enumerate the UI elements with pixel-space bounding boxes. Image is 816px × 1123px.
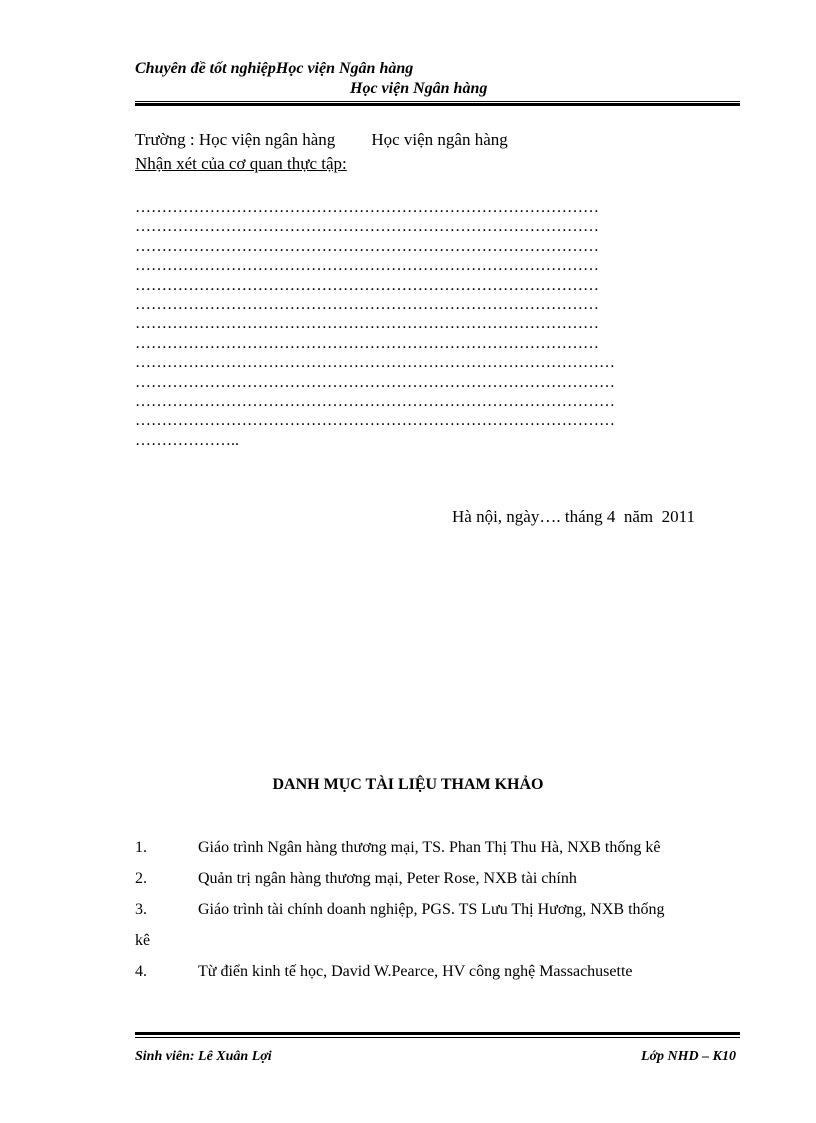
footer-student: Sinh viên: Lê Xuân Lợi xyxy=(135,1049,272,1064)
references-title: DANH MỤC TÀI LIỆU THAM KHẢO xyxy=(272,776,544,793)
school-name: Học viện ngân hàng xyxy=(371,130,508,149)
dotted-line: …………………………………………………………………………… xyxy=(135,237,599,255)
reference-number: 2. xyxy=(135,870,147,887)
reference-number: 3. xyxy=(135,901,147,918)
school-label: Trường : Học viện ngân hàng xyxy=(135,130,336,149)
footer-rule-thin xyxy=(135,1037,740,1038)
dotted-line: ……………….. xyxy=(135,431,239,449)
footer-rule-thick xyxy=(135,1032,740,1035)
dotted-line: …………………………………………………………………………… xyxy=(135,296,599,314)
date-line: Hà nội, ngày…. tháng 4 năm 2011 xyxy=(452,507,695,526)
school-line xyxy=(135,130,508,150)
reference-text: Từ điển kinh tế học, David W.Pearce, HV công nghệ Massachusette xyxy=(198,963,633,980)
dotted-line: ……………………………………………………………………………… xyxy=(135,393,615,411)
dotted-line: …………………………………………………………………………… xyxy=(135,315,599,333)
reference-number: 1. xyxy=(135,839,147,856)
dotted-line: ……………………………………………………………………………… xyxy=(135,373,615,391)
running-header-subtitle: Học viện Ngân hàng xyxy=(350,80,488,97)
dotted-line: ……………………………………………………………………………… xyxy=(135,412,615,430)
dotted-line: …………………………………………………………………………… xyxy=(135,199,599,216)
dotted-line: …………………………………………………………………………… xyxy=(135,276,599,294)
remarks-dotted-lines xyxy=(135,198,615,450)
dotted-line: …………………………………………………………………………… xyxy=(135,218,599,236)
remarks-label: Nhận xét của cơ quan thực tập: xyxy=(135,154,347,173)
running-header-title: Chuyên đề tốt nghiệpHọc viện Ngân hàng xyxy=(135,60,414,77)
reference-text: Giáo trình Ngân hàng thương mại, TS. Phan Thị Thu Hà, NXB thống kê xyxy=(198,839,661,856)
reference-number: 4. xyxy=(135,963,147,980)
dotted-line: …………………………………………………………………………… xyxy=(135,334,599,352)
header-rule-thick xyxy=(135,103,740,106)
reference-continuation: kê xyxy=(135,932,151,949)
footer-class: Lớp NHD – K10 xyxy=(640,1049,736,1064)
reference-text: Quản trị ngân hàng thương mại, Peter Rose, NXB tài chính xyxy=(198,870,577,887)
reference-text: Giáo trình tài chính doanh nghiệp, PGS. TS Lưu Thị Hương, NXB thống xyxy=(198,901,665,918)
header-rule-thin xyxy=(135,101,740,102)
dotted-line: …………………………………………………………………………… xyxy=(135,257,599,275)
dotted-line: ……………………………………………………………………………… xyxy=(135,354,615,372)
